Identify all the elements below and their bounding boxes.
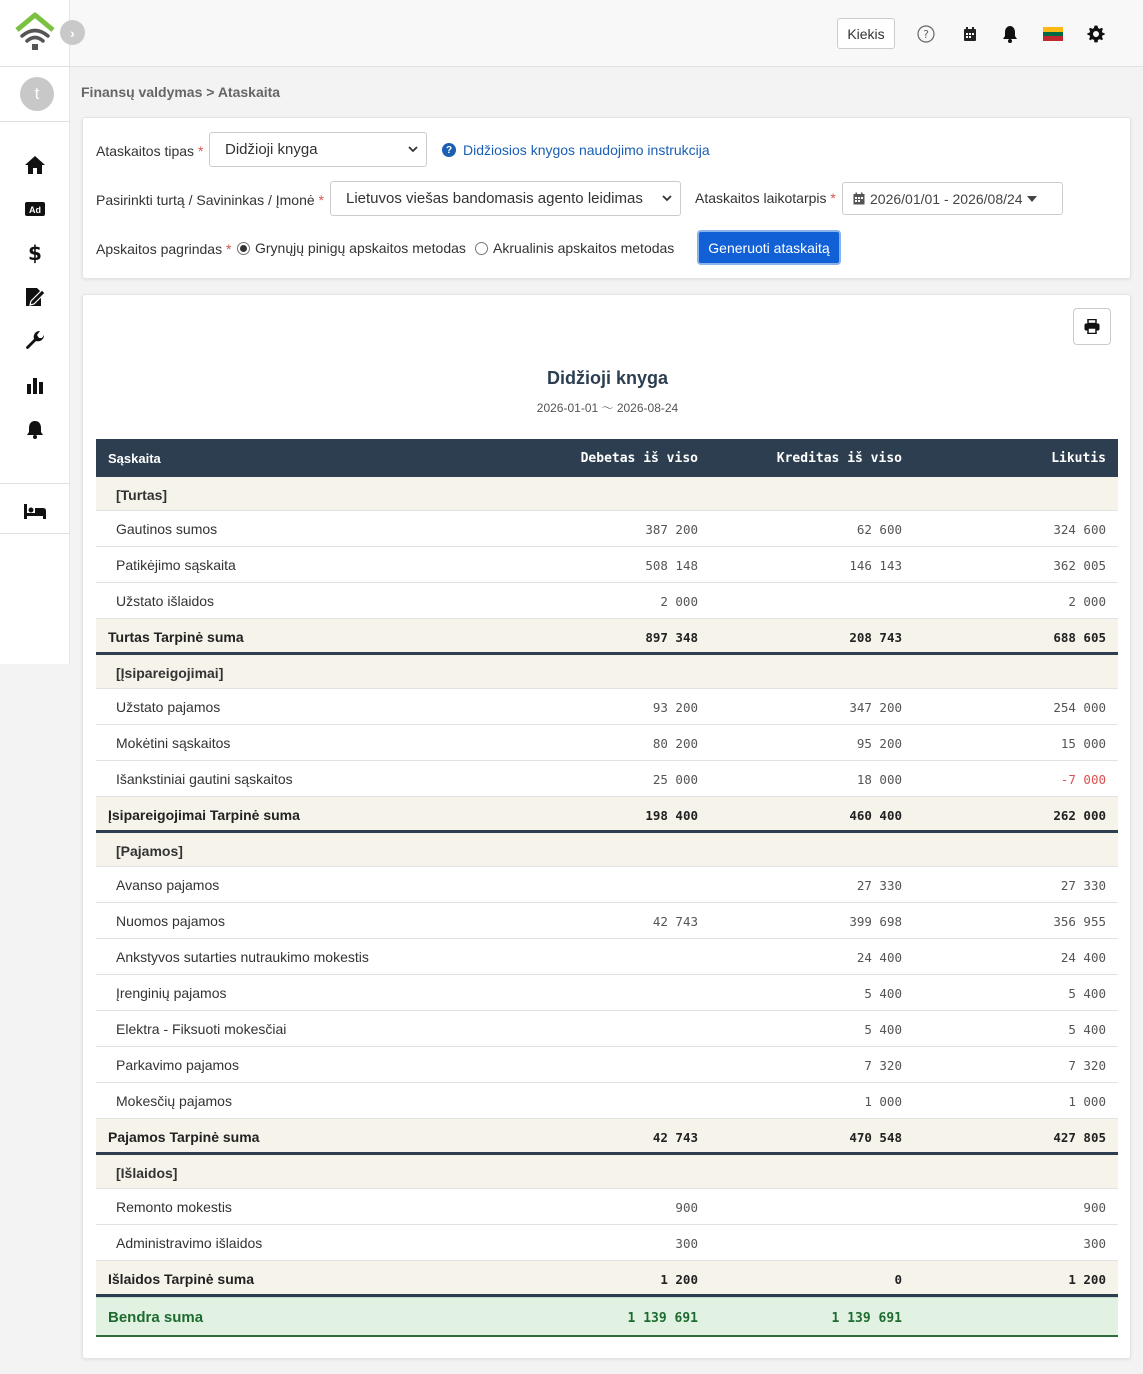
credit-value: 95 200: [856, 736, 902, 751]
grand-total-row: [96, 1297, 1118, 1337]
account-name: Įrenginių pajamos: [116, 985, 227, 1001]
period-date-range-picker[interactable]: [842, 182, 1063, 215]
settings-gear-icon[interactable]: [1086, 24, 1106, 44]
table-row: [96, 689, 1118, 725]
report-period: 2026-01-01 〜 2026-08-24: [536, 401, 679, 415]
table-row: [96, 903, 1118, 939]
balance-value: 300: [1083, 1236, 1106, 1251]
balance-value: 7 320: [1068, 1058, 1106, 1073]
ledger-table: [96, 439, 1118, 1337]
bar-chart-icon[interactable]: [22, 374, 48, 396]
calendar-icon: [853, 192, 865, 205]
credit-value: 5 400: [864, 986, 902, 1001]
balance-value: 15 000: [1060, 736, 1106, 751]
account-name: [Turtas]: [116, 487, 168, 503]
account-name: [Įsipareigojimai]: [116, 665, 224, 681]
credit-value: 5 400: [864, 1022, 902, 1037]
breadcrumb[interactable]: Finansų valdymas > Ataskaita: [81, 84, 281, 100]
ad-icon[interactable]: [22, 198, 48, 220]
report-panel: [82, 294, 1131, 1359]
table-row: [96, 1083, 1118, 1119]
calendar-icon[interactable]: [960, 24, 980, 44]
account-name: Išankstiniai gautini sąskaitos: [116, 771, 293, 787]
table-row: [96, 867, 1118, 903]
table-row: [96, 547, 1118, 583]
basis-label: Apskaitos pagrindas *: [96, 241, 232, 257]
section-header-row: [96, 655, 1118, 689]
basis-cash-label: Grynųjų pinigų apskaitos metodas: [255, 240, 466, 256]
credit-value: 1 139 691: [831, 1311, 902, 1326]
avatar-letter: t: [34, 84, 40, 103]
table-row: [96, 1225, 1118, 1261]
svg-text:?: ?: [923, 28, 929, 41]
print-icon: [1084, 319, 1100, 334]
avatar[interactable]: [20, 77, 54, 111]
balance-value: 254 000: [1053, 700, 1106, 715]
table-row: [96, 1047, 1118, 1083]
balance-value: 362 005: [1053, 558, 1106, 573]
caret-down-icon: [1027, 195, 1037, 203]
account-name: Ankstyvos sutarties nutraukimo mokestis: [116, 949, 369, 965]
lithuania-flag-icon[interactable]: [1043, 24, 1063, 44]
dollar-icon[interactable]: [22, 242, 48, 264]
balance-value: 262 000: [1053, 808, 1106, 823]
credit-value: 18 000: [856, 772, 902, 787]
section-header-row: [96, 477, 1118, 511]
account-name: Patikėjimo sąskaita: [116, 557, 236, 573]
account-name: Nuomos pajamos: [116, 913, 225, 929]
property-value: Lietuvos viešas bandomasis agento leidimas: [346, 190, 643, 207]
generate-report-button[interactable]: Generuoti ataskaitą: [697, 230, 841, 265]
report-title: Didžioji knyga: [546, 368, 669, 388]
credit-value: 208 743: [849, 630, 902, 645]
column-header-account: Sąskaita: [108, 451, 161, 466]
topbar: [70, 0, 1143, 67]
credit-value: 470 548: [849, 1130, 902, 1145]
account-name: Užstato išlaidos: [116, 593, 215, 609]
credit-value: 399 698: [849, 914, 902, 929]
balance-value: 27 330: [1060, 878, 1106, 893]
account-name: [Pajamos]: [116, 843, 183, 859]
property-select[interactable]: [330, 181, 681, 216]
debit-value: 1 200: [660, 1272, 698, 1287]
period-value: 2026/01/01 - 2026/08/24: [870, 190, 1023, 207]
home-icon[interactable]: [22, 154, 48, 176]
report-filter-form: [82, 117, 1131, 279]
balance-value: 688 605: [1053, 630, 1106, 645]
radio-unchecked-icon: [475, 242, 488, 255]
radio-checked-icon: [237, 242, 250, 255]
wrench-icon[interactable]: [22, 330, 48, 352]
balance-value: 5 400: [1068, 986, 1106, 1001]
account-name: Išlaidos Tarpinė suma: [108, 1271, 255, 1287]
account-name: [Išlaidos]: [116, 1165, 178, 1181]
debit-value: 80 200: [652, 736, 698, 751]
document-edit-icon[interactable]: [22, 286, 48, 308]
credit-value: 27 330: [856, 878, 902, 893]
balance-value: 427 805: [1053, 1130, 1106, 1145]
subtotal-row: [96, 1261, 1118, 1297]
svg-text:Ad: Ad: [29, 205, 41, 215]
sidebar: [0, 0, 70, 664]
table-row: [96, 1189, 1118, 1225]
debit-value: 25 000: [652, 772, 698, 787]
help-icon[interactable]: [916, 24, 936, 44]
basis-cash-radio[interactable]: [237, 240, 466, 256]
debit-value: 897 348: [645, 630, 698, 645]
kiekis-button[interactable]: Kiekis: [837, 18, 895, 49]
bell-icon[interactable]: [22, 418, 48, 440]
period-label: Ataskaitos laikotarpis *: [695, 190, 836, 206]
report-type-label: Ataskaitos tipas *: [96, 143, 204, 159]
account-name: Mokesčių pajamos: [116, 1093, 232, 1109]
subtotal-row: [96, 619, 1118, 655]
account-name: Avanso pajamos: [116, 877, 220, 893]
credit-value: 1 000: [864, 1094, 902, 1109]
balance-value: 324 600: [1053, 522, 1106, 537]
table-row: [96, 511, 1118, 547]
account-name: Gautinos sumos: [116, 521, 218, 537]
account-name: Mokėtini sąskaitos: [116, 735, 231, 751]
credit-value: 24 400: [856, 950, 902, 965]
chevron-down-icon: [408, 144, 418, 154]
debit-value: 1 139 691: [627, 1311, 698, 1326]
table-body: [96, 477, 1118, 1337]
balance-value: 1 200: [1068, 1272, 1106, 1287]
help-link-text: Didžiosios knygos naudojimo instrukcija: [463, 142, 710, 158]
balance-value: 356 955: [1053, 914, 1106, 929]
section-header-row: [96, 833, 1118, 867]
debit-value: 93 200: [652, 700, 698, 715]
notification-bell-icon[interactable]: [1000, 24, 1020, 44]
svg-text:$: $: [28, 242, 42, 264]
table-row: [96, 583, 1118, 619]
balance-value: 1 000: [1068, 1094, 1106, 1109]
subtotal-row: [96, 1119, 1118, 1155]
print-button[interactable]: [1073, 308, 1111, 345]
column-header-balance: Likutis: [1051, 451, 1106, 466]
balance-value: 900: [1083, 1200, 1106, 1215]
account-name: Parkavimo pajamos: [116, 1057, 239, 1073]
balance-value: 5 400: [1068, 1022, 1106, 1037]
debit-value: 198 400: [645, 808, 698, 823]
question-icon: ?: [442, 143, 456, 157]
basis-accrual-radio[interactable]: [475, 240, 674, 256]
expand-sidebar-button[interactable]: ›: [60, 20, 85, 45]
account-name: Pajamos Tarpinė suma: [108, 1129, 260, 1145]
chevron-down-icon: [662, 193, 672, 203]
table-row: [96, 939, 1118, 975]
credit-value: 460 400: [849, 808, 902, 823]
basis-accrual-label: Akrualinis apskaitos metodas: [493, 240, 675, 256]
credit-value: 0: [894, 1272, 902, 1287]
bed-icon[interactable]: [22, 500, 48, 522]
subtotal-row: [96, 797, 1118, 833]
credit-value: 347 200: [849, 700, 902, 715]
debit-value: 387 200: [645, 522, 698, 537]
balance-value: -7 000: [1060, 772, 1106, 787]
debit-value: 42 743: [652, 914, 698, 929]
table-row: [96, 761, 1118, 797]
table-row: [96, 975, 1118, 1011]
balance-value: 2 000: [1068, 594, 1106, 609]
column-header-credit: Kreditas iš viso: [776, 451, 902, 466]
column-header-debit: Debetas iš viso: [580, 451, 698, 466]
debit-value: 2 000: [660, 594, 698, 609]
help-instructions-link[interactable]: [442, 142, 710, 158]
table-row: [96, 725, 1118, 761]
logo-icon[interactable]: [14, 12, 56, 52]
section-header-row: [96, 1155, 1118, 1189]
report-type-value: Didžioji knyga: [225, 141, 318, 158]
report-type-select[interactable]: [209, 132, 427, 167]
account-name: Administravimo išlaidos: [116, 1235, 263, 1251]
account-name: Turtas Tarpinė suma: [108, 629, 244, 645]
table-header: [96, 439, 1118, 477]
account-name: Įsipareigojimai Tarpinė suma: [108, 807, 300, 823]
property-label: Pasirinkti turtą / Savininkas / Įmonė *: [96, 192, 324, 208]
credit-value: 62 600: [856, 522, 902, 537]
balance-value: 24 400: [1060, 950, 1106, 965]
account-name: Užstato pajamos: [116, 699, 221, 715]
debit-value: 300: [675, 1236, 698, 1251]
account-name: Elektra - Fiksuoti mokesčiai: [116, 1021, 287, 1037]
table-row: [96, 1011, 1118, 1047]
debit-value: 42 743: [652, 1130, 698, 1145]
debit-value: 508 148: [645, 558, 698, 573]
credit-value: 146 143: [849, 558, 902, 573]
credit-value: 7 320: [864, 1058, 902, 1073]
account-name: Remonto mokestis: [116, 1199, 232, 1215]
account-name: Bendra suma: [108, 1309, 204, 1326]
debit-value: 900: [675, 1200, 698, 1215]
